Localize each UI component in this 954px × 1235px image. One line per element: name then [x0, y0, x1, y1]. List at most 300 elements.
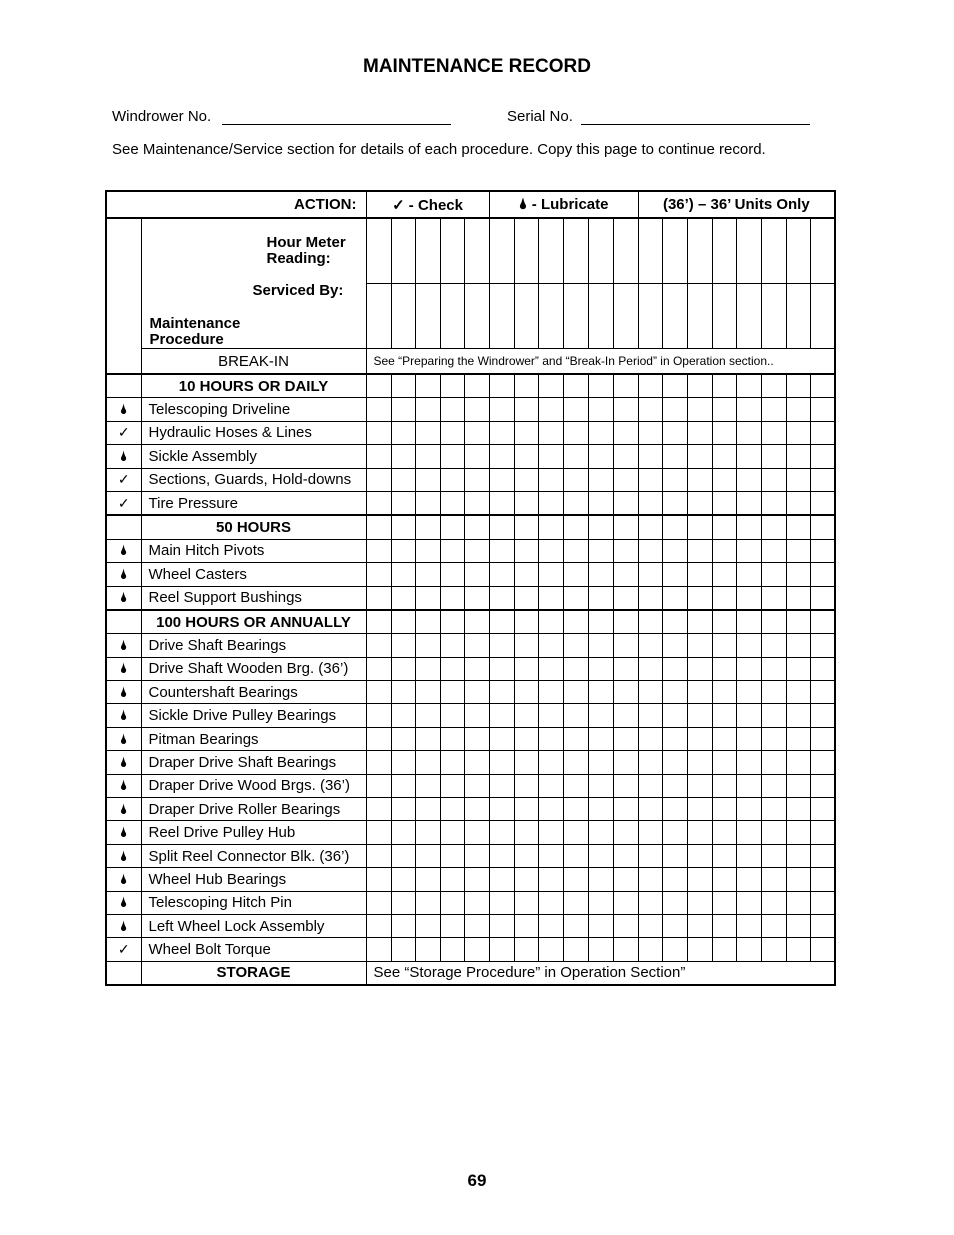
record-cell[interactable] [440, 634, 464, 657]
record-cell[interactable] [588, 374, 613, 398]
record-cell[interactable] [761, 610, 786, 634]
record-cell[interactable] [538, 586, 563, 610]
record-cell[interactable] [464, 774, 489, 797]
record-cell[interactable] [538, 445, 563, 468]
record-cell[interactable] [440, 515, 464, 539]
record-cell[interactable] [415, 491, 440, 515]
hour-meter-cell[interactable] [415, 218, 440, 284]
record-cell[interactable] [736, 374, 761, 398]
record-cell[interactable] [662, 751, 687, 774]
record-cell[interactable] [514, 657, 538, 680]
record-cell[interactable] [366, 563, 391, 586]
record-cell[interactable] [366, 468, 391, 491]
record-cell[interactable] [538, 515, 563, 539]
hour-meter-cell[interactable] [366, 218, 391, 284]
record-cell[interactable] [440, 610, 464, 634]
record-cell[interactable] [662, 891, 687, 914]
record-cell[interactable] [440, 727, 464, 750]
record-cell[interactable] [489, 774, 514, 797]
serviced-by-cell[interactable] [662, 284, 687, 349]
record-cell[interactable] [786, 491, 810, 515]
record-cell[interactable] [687, 868, 712, 891]
serviced-by-cell[interactable] [538, 284, 563, 349]
record-cell[interactable] [489, 398, 514, 421]
record-cell[interactable] [687, 610, 712, 634]
record-cell[interactable] [761, 868, 786, 891]
record-cell[interactable] [489, 868, 514, 891]
record-cell[interactable] [514, 515, 538, 539]
record-cell[interactable] [736, 491, 761, 515]
record-cell[interactable] [736, 634, 761, 657]
record-cell[interactable] [391, 704, 415, 727]
hour-meter-cell[interactable] [712, 218, 736, 284]
record-cell[interactable] [489, 798, 514, 821]
record-cell[interactable] [613, 727, 638, 750]
record-cell[interactable] [391, 681, 415, 704]
record-cell[interactable] [736, 421, 761, 444]
record-cell[interactable] [810, 374, 835, 398]
record-cell[interactable] [786, 798, 810, 821]
record-cell[interactable] [761, 491, 786, 515]
record-cell[interactable] [638, 821, 662, 844]
record-cell[interactable] [761, 914, 786, 937]
record-cell[interactable] [736, 798, 761, 821]
record-cell[interactable] [489, 727, 514, 750]
record-cell[interactable] [638, 844, 662, 867]
record-cell[interactable] [464, 798, 489, 821]
record-cell[interactable] [613, 586, 638, 610]
record-cell[interactable] [489, 938, 514, 961]
windrower-no-field[interactable] [222, 124, 451, 125]
record-cell[interactable] [514, 398, 538, 421]
record-cell[interactable] [761, 586, 786, 610]
record-cell[interactable] [563, 468, 588, 491]
record-cell[interactable] [810, 727, 835, 750]
record-cell[interactable] [638, 891, 662, 914]
record-cell[interactable] [391, 563, 415, 586]
record-cell[interactable] [440, 891, 464, 914]
record-cell[interactable] [687, 751, 712, 774]
record-cell[interactable] [613, 539, 638, 562]
record-cell[interactable] [712, 515, 736, 539]
record-cell[interactable] [440, 563, 464, 586]
record-cell[interactable] [489, 914, 514, 937]
record-cell[interactable] [786, 515, 810, 539]
record-cell[interactable] [687, 563, 712, 586]
record-cell[interactable] [489, 491, 514, 515]
record-cell[interactable] [464, 727, 489, 750]
record-cell[interactable] [489, 515, 514, 539]
record-cell[interactable] [415, 539, 440, 562]
record-cell[interactable] [810, 610, 835, 634]
record-cell[interactable] [563, 586, 588, 610]
record-cell[interactable] [464, 681, 489, 704]
record-cell[interactable] [638, 681, 662, 704]
record-cell[interactable] [662, 563, 687, 586]
record-cell[interactable] [662, 704, 687, 727]
record-cell[interactable] [786, 398, 810, 421]
record-cell[interactable] [391, 491, 415, 515]
record-cell[interactable] [514, 821, 538, 844]
record-cell[interactable] [588, 681, 613, 704]
record-cell[interactable] [514, 491, 538, 515]
record-cell[interactable] [588, 891, 613, 914]
record-cell[interactable] [464, 491, 489, 515]
record-cell[interactable] [440, 468, 464, 491]
record-cell[interactable] [538, 610, 563, 634]
record-cell[interactable] [761, 468, 786, 491]
record-cell[interactable] [638, 586, 662, 610]
record-cell[interactable] [736, 727, 761, 750]
record-cell[interactable] [662, 398, 687, 421]
record-cell[interactable] [786, 657, 810, 680]
record-cell[interactable] [687, 491, 712, 515]
record-cell[interactable] [662, 374, 687, 398]
record-cell[interactable] [613, 751, 638, 774]
record-cell[interactable] [538, 938, 563, 961]
record-cell[interactable] [391, 421, 415, 444]
record-cell[interactable] [687, 774, 712, 797]
record-cell[interactable] [761, 421, 786, 444]
record-cell[interactable] [638, 468, 662, 491]
record-cell[interactable] [712, 610, 736, 634]
record-cell[interactable] [391, 610, 415, 634]
record-cell[interactable] [638, 374, 662, 398]
record-cell[interactable] [810, 634, 835, 657]
record-cell[interactable] [489, 634, 514, 657]
record-cell[interactable] [638, 398, 662, 421]
record-cell[interactable] [588, 844, 613, 867]
record-cell[interactable] [415, 844, 440, 867]
record-cell[interactable] [638, 704, 662, 727]
record-cell[interactable] [391, 445, 415, 468]
record-cell[interactable] [415, 563, 440, 586]
record-cell[interactable] [563, 844, 588, 867]
record-cell[interactable] [489, 610, 514, 634]
record-cell[interactable] [662, 798, 687, 821]
record-cell[interactable] [786, 914, 810, 937]
record-cell[interactable] [736, 398, 761, 421]
record-cell[interactable] [538, 844, 563, 867]
record-cell[interactable] [366, 704, 391, 727]
record-cell[interactable] [687, 374, 712, 398]
record-cell[interactable] [464, 751, 489, 774]
record-cell[interactable] [712, 914, 736, 937]
record-cell[interactable] [440, 421, 464, 444]
hour-meter-cell[interactable] [613, 218, 638, 284]
record-cell[interactable] [366, 374, 391, 398]
record-cell[interactable] [538, 891, 563, 914]
record-cell[interactable] [786, 634, 810, 657]
record-cell[interactable] [440, 491, 464, 515]
record-cell[interactable] [687, 821, 712, 844]
record-cell[interactable] [638, 657, 662, 680]
record-cell[interactable] [415, 751, 440, 774]
record-cell[interactable] [588, 634, 613, 657]
hour-meter-cell[interactable] [588, 218, 613, 284]
record-cell[interactable] [366, 727, 391, 750]
record-cell[interactable] [736, 539, 761, 562]
record-cell[interactable] [489, 751, 514, 774]
record-cell[interactable] [687, 657, 712, 680]
record-cell[interactable] [687, 398, 712, 421]
record-cell[interactable] [563, 634, 588, 657]
record-cell[interactable] [761, 515, 786, 539]
record-cell[interactable] [638, 868, 662, 891]
hour-meter-cell[interactable] [391, 218, 415, 284]
record-cell[interactable] [810, 657, 835, 680]
record-cell[interactable] [538, 821, 563, 844]
record-cell[interactable] [489, 657, 514, 680]
record-cell[interactable] [736, 586, 761, 610]
record-cell[interactable] [662, 515, 687, 539]
record-cell[interactable] [415, 398, 440, 421]
record-cell[interactable] [440, 821, 464, 844]
record-cell[interactable] [662, 774, 687, 797]
record-cell[interactable] [786, 681, 810, 704]
serviced-by-cell[interactable] [489, 284, 514, 349]
record-cell[interactable] [687, 445, 712, 468]
record-cell[interactable] [613, 681, 638, 704]
serviced-by-cell[interactable] [415, 284, 440, 349]
record-cell[interactable] [514, 374, 538, 398]
serviced-by-cell[interactable] [563, 284, 588, 349]
record-cell[interactable] [613, 468, 638, 491]
record-cell[interactable] [712, 586, 736, 610]
record-cell[interactable] [786, 868, 810, 891]
record-cell[interactable] [761, 657, 786, 680]
record-cell[interactable] [391, 539, 415, 562]
record-cell[interactable] [687, 539, 712, 562]
record-cell[interactable] [440, 704, 464, 727]
record-cell[interactable] [712, 491, 736, 515]
record-cell[interactable] [538, 539, 563, 562]
record-cell[interactable] [613, 374, 638, 398]
record-cell[interactable] [736, 774, 761, 797]
hour-meter-cell[interactable] [786, 218, 810, 284]
record-cell[interactable] [366, 515, 391, 539]
record-cell[interactable] [440, 751, 464, 774]
record-cell[interactable] [662, 445, 687, 468]
serviced-by-cell[interactable] [464, 284, 489, 349]
hour-meter-cell[interactable] [440, 218, 464, 284]
record-cell[interactable] [712, 681, 736, 704]
record-cell[interactable] [613, 657, 638, 680]
record-cell[interactable] [366, 421, 391, 444]
record-cell[interactable] [391, 657, 415, 680]
record-cell[interactable] [440, 938, 464, 961]
record-cell[interactable] [415, 891, 440, 914]
record-cell[interactable] [489, 421, 514, 444]
record-cell[interactable] [440, 445, 464, 468]
record-cell[interactable] [464, 445, 489, 468]
record-cell[interactable] [613, 515, 638, 539]
record-cell[interactable] [687, 704, 712, 727]
record-cell[interactable] [514, 891, 538, 914]
record-cell[interactable] [712, 421, 736, 444]
record-cell[interactable] [514, 445, 538, 468]
record-cell[interactable] [662, 727, 687, 750]
record-cell[interactable] [563, 491, 588, 515]
record-cell[interactable] [440, 539, 464, 562]
record-cell[interactable] [514, 727, 538, 750]
record-cell[interactable] [761, 774, 786, 797]
record-cell[interactable] [761, 798, 786, 821]
record-cell[interactable] [563, 798, 588, 821]
record-cell[interactable] [563, 938, 588, 961]
record-cell[interactable] [538, 468, 563, 491]
record-cell[interactable] [464, 891, 489, 914]
record-cell[interactable] [638, 914, 662, 937]
record-cell[interactable] [489, 586, 514, 610]
record-cell[interactable] [786, 539, 810, 562]
record-cell[interactable] [366, 821, 391, 844]
record-cell[interactable] [810, 563, 835, 586]
record-cell[interactable] [736, 468, 761, 491]
record-cell[interactable] [687, 914, 712, 937]
record-cell[interactable] [440, 914, 464, 937]
record-cell[interactable] [464, 938, 489, 961]
record-cell[interactable] [761, 681, 786, 704]
hour-meter-cell[interactable] [538, 218, 563, 284]
record-cell[interactable] [687, 891, 712, 914]
record-cell[interactable] [538, 774, 563, 797]
record-cell[interactable] [563, 891, 588, 914]
record-cell[interactable] [366, 914, 391, 937]
record-cell[interactable] [538, 914, 563, 937]
record-cell[interactable] [563, 539, 588, 562]
record-cell[interactable] [638, 938, 662, 961]
record-cell[interactable] [391, 515, 415, 539]
record-cell[interactable] [662, 539, 687, 562]
record-cell[interactable] [563, 421, 588, 444]
record-cell[interactable] [638, 798, 662, 821]
record-cell[interactable] [538, 751, 563, 774]
record-cell[interactable] [613, 445, 638, 468]
record-cell[interactable] [786, 610, 810, 634]
record-cell[interactable] [489, 468, 514, 491]
record-cell[interactable] [514, 586, 538, 610]
record-cell[interactable] [514, 421, 538, 444]
record-cell[interactable] [712, 844, 736, 867]
record-cell[interactable] [489, 821, 514, 844]
record-cell[interactable] [489, 704, 514, 727]
record-cell[interactable] [786, 421, 810, 444]
record-cell[interactable] [662, 844, 687, 867]
record-cell[interactable] [810, 798, 835, 821]
record-cell[interactable] [613, 610, 638, 634]
record-cell[interactable] [366, 681, 391, 704]
record-cell[interactable] [514, 634, 538, 657]
record-cell[interactable] [761, 539, 786, 562]
record-cell[interactable] [736, 445, 761, 468]
record-cell[interactable] [810, 445, 835, 468]
record-cell[interactable] [687, 468, 712, 491]
record-cell[interactable] [638, 610, 662, 634]
record-cell[interactable] [464, 563, 489, 586]
record-cell[interactable] [464, 844, 489, 867]
serviced-by-cell[interactable] [712, 284, 736, 349]
record-cell[interactable] [761, 727, 786, 750]
record-cell[interactable] [588, 774, 613, 797]
record-cell[interactable] [712, 891, 736, 914]
record-cell[interactable] [563, 681, 588, 704]
record-cell[interactable] [638, 563, 662, 586]
record-cell[interactable] [563, 821, 588, 844]
record-cell[interactable] [736, 844, 761, 867]
record-cell[interactable] [662, 657, 687, 680]
record-cell[interactable] [464, 398, 489, 421]
record-cell[interactable] [613, 704, 638, 727]
record-cell[interactable] [638, 515, 662, 539]
record-cell[interactable] [415, 468, 440, 491]
record-cell[interactable] [464, 421, 489, 444]
hour-meter-cell[interactable] [638, 218, 662, 284]
record-cell[interactable] [613, 938, 638, 961]
record-cell[interactable] [613, 821, 638, 844]
record-cell[interactable] [786, 468, 810, 491]
record-cell[interactable] [786, 586, 810, 610]
record-cell[interactable] [687, 798, 712, 821]
record-cell[interactable] [440, 657, 464, 680]
record-cell[interactable] [810, 515, 835, 539]
record-cell[interactable] [464, 868, 489, 891]
record-cell[interactable] [538, 374, 563, 398]
record-cell[interactable] [662, 821, 687, 844]
record-cell[interactable] [440, 774, 464, 797]
record-cell[interactable] [712, 938, 736, 961]
record-cell[interactable] [761, 821, 786, 844]
record-cell[interactable] [662, 468, 687, 491]
record-cell[interactable] [761, 704, 786, 727]
record-cell[interactable] [538, 681, 563, 704]
record-cell[interactable] [563, 751, 588, 774]
serviced-by-cell[interactable] [366, 284, 391, 349]
record-cell[interactable] [391, 398, 415, 421]
record-cell[interactable] [538, 727, 563, 750]
hour-meter-cell[interactable] [687, 218, 712, 284]
record-cell[interactable] [662, 634, 687, 657]
record-cell[interactable] [687, 634, 712, 657]
record-cell[interactable] [415, 798, 440, 821]
record-cell[interactable] [514, 563, 538, 586]
record-cell[interactable] [391, 938, 415, 961]
record-cell[interactable] [588, 938, 613, 961]
record-cell[interactable] [391, 727, 415, 750]
record-cell[interactable] [489, 539, 514, 562]
record-cell[interactable] [712, 868, 736, 891]
record-cell[interactable] [588, 398, 613, 421]
record-cell[interactable] [712, 751, 736, 774]
record-cell[interactable] [391, 586, 415, 610]
record-cell[interactable] [366, 657, 391, 680]
record-cell[interactable] [736, 657, 761, 680]
record-cell[interactable] [712, 563, 736, 586]
record-cell[interactable] [638, 774, 662, 797]
record-cell[interactable] [786, 938, 810, 961]
serial-no-field[interactable] [581, 124, 810, 125]
record-cell[interactable] [736, 821, 761, 844]
record-cell[interactable] [366, 774, 391, 797]
record-cell[interactable] [514, 914, 538, 937]
serviced-by-cell[interactable] [736, 284, 761, 349]
record-cell[interactable] [810, 421, 835, 444]
record-cell[interactable] [464, 634, 489, 657]
record-cell[interactable] [786, 563, 810, 586]
record-cell[interactable] [391, 821, 415, 844]
record-cell[interactable] [514, 868, 538, 891]
record-cell[interactable] [638, 491, 662, 515]
